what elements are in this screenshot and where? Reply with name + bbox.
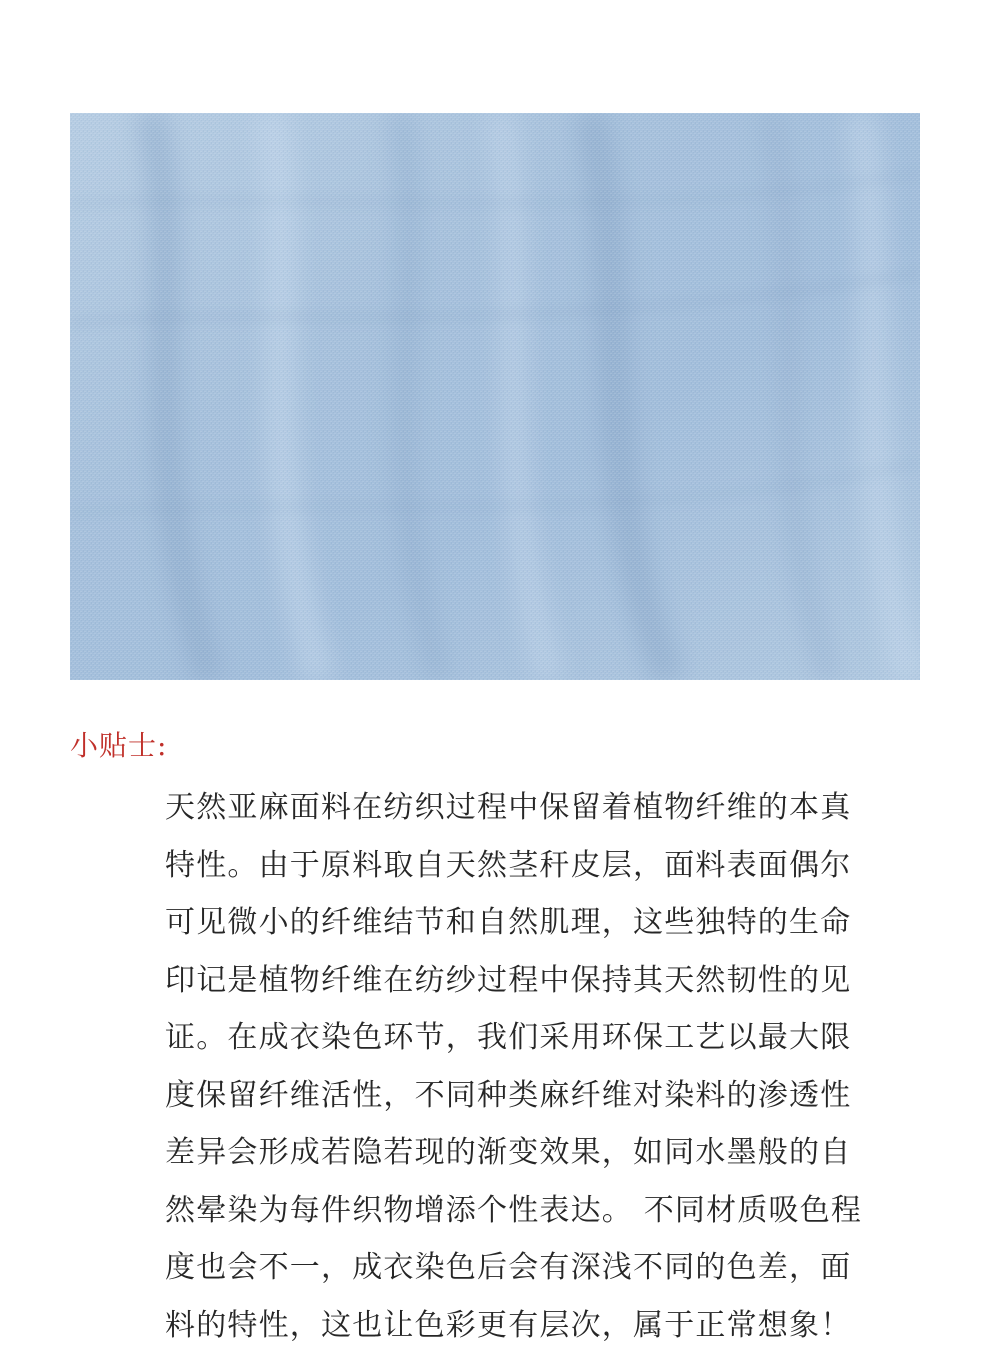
tips-line: 度保留纤维活性，不同种类麻纤维对染料的渗透性 [165, 1077, 852, 1113]
tips-title: 小贴士: [70, 729, 168, 762]
tips-line: 可见微小的纤维结节和自然肌理，这些独特的生命 [165, 905, 852, 940]
tips-line: 料的特性，这也让色彩更有层次，属于正常想象！ [165, 1307, 852, 1343]
fabric-texture-image [70, 113, 920, 680]
tips-line: 证。在成衣染色环节，我们采用环保工艺以最大限 [165, 1020, 852, 1055]
tips-line: 度也会不一，成衣染色后会有深浅不同的色差，面 [165, 1250, 852, 1285]
tips-line: 特性。由于原料取自天然茎秆皮层，面料表面偶尔 [165, 847, 852, 883]
fabric-texture-photo [70, 113, 920, 680]
tips-line: 然晕染为每件织物增添个性表达。 不同材质吸色程 [165, 1192, 863, 1228]
tips-body [165, 779, 925, 1354]
tips-line: 差异会形成若隐若现的渐变效果，如同水墨般的自 [165, 1135, 852, 1170]
tips-line: 天然亚麻面料在纺织过程中保留着植物纤维的本真 [165, 790, 852, 825]
tips-line: 印记是植物纤维在纺纱过程中保持其天然韧性的见 [165, 962, 852, 998]
